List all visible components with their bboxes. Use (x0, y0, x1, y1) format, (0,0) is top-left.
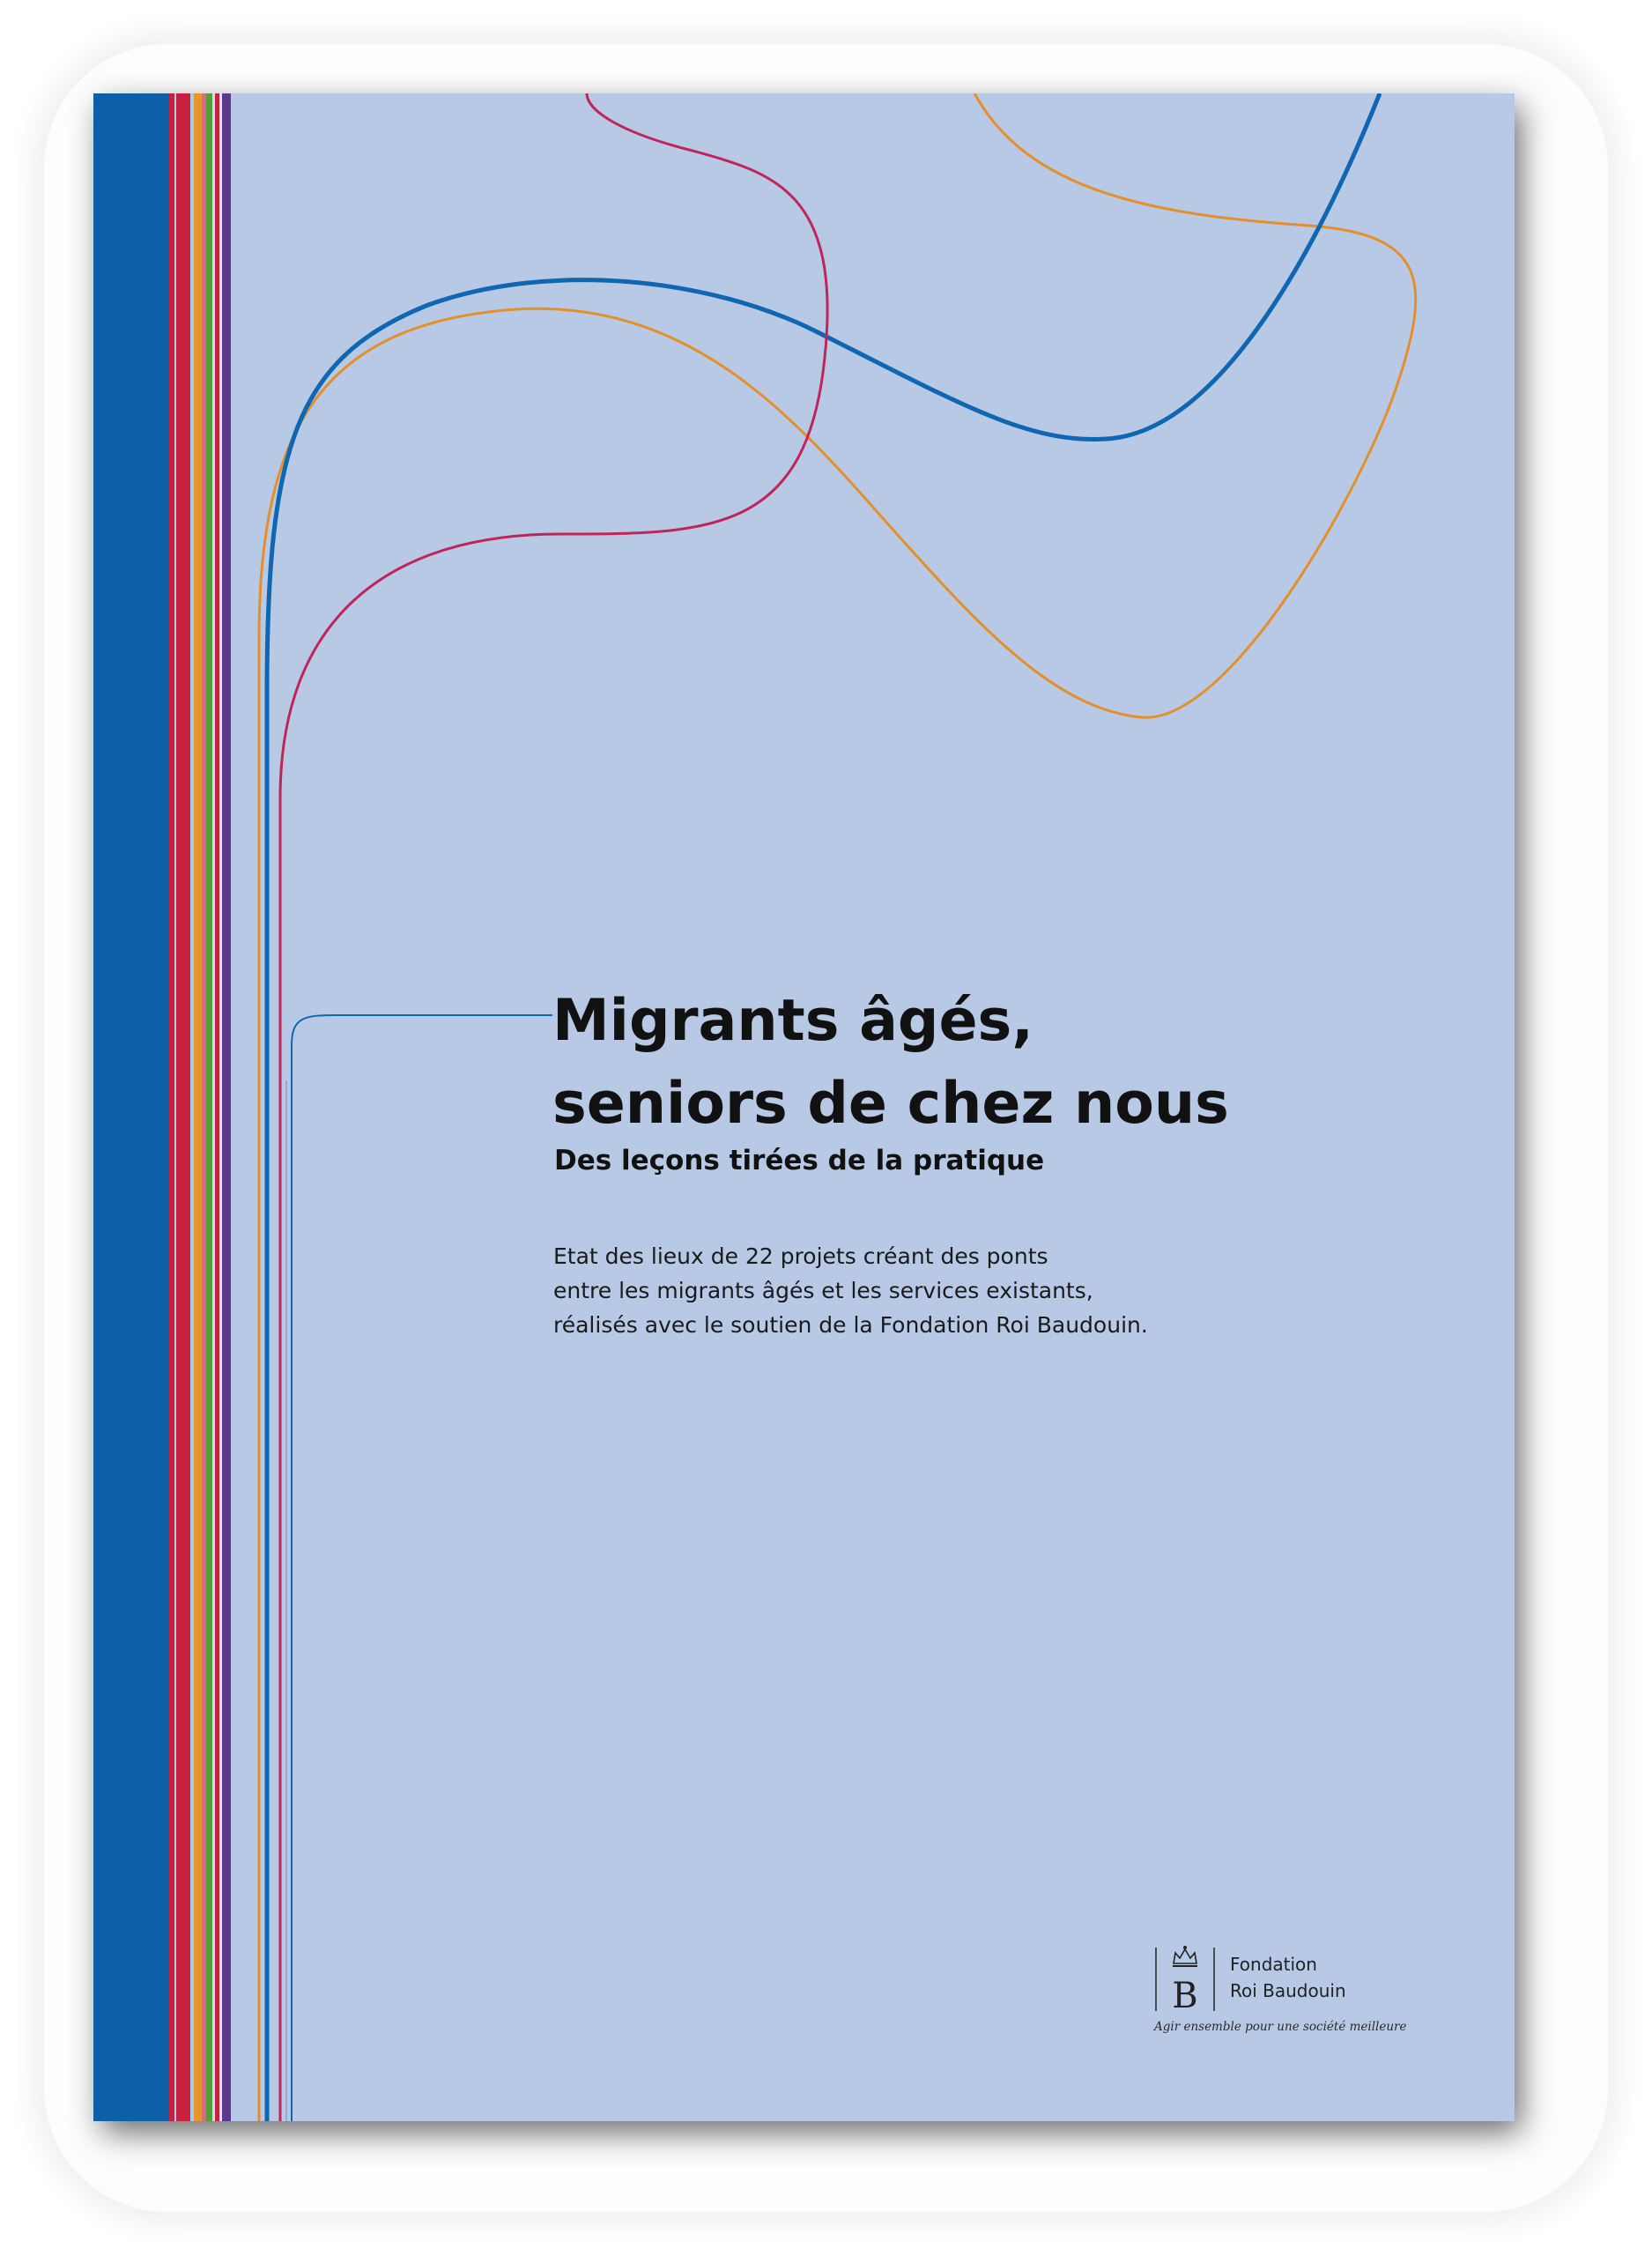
publisher-logo (1152, 1941, 1434, 2046)
logo-monogram: B (1172, 1976, 1198, 2016)
publisher-name-line-2: Roi Baudouin (1230, 1980, 1346, 2001)
publisher-name (1230, 1951, 1346, 2004)
cover-title (552, 980, 1486, 1146)
publisher-name-line-1: Fondation (1230, 1954, 1317, 1975)
cover-description (553, 1239, 1148, 1342)
title-line-2: seniors de chez nous (552, 1071, 1229, 1137)
title-line-1: Migrants âgés, (552, 988, 1033, 1054)
crown-monogram-icon (1152, 1941, 1218, 2029)
publisher-tagline: Agir ensemble pour une société meilleure (1154, 2020, 1407, 2034)
description-line-2: entre les migrants âgés et les services existants, (553, 1278, 1093, 1303)
cover-subtitle: Des leçons tirées de la pratique (554, 1145, 1045, 1176)
description-line-3: réalisés avec le soutien de la Fondation Roi Baudouin. (553, 1312, 1148, 1338)
report-cover (93, 93, 1515, 2121)
curve-blue-title-connector (292, 1015, 552, 2121)
description-line-1: Etat des lieux de 22 projets créant des ponts (553, 1243, 1048, 1269)
